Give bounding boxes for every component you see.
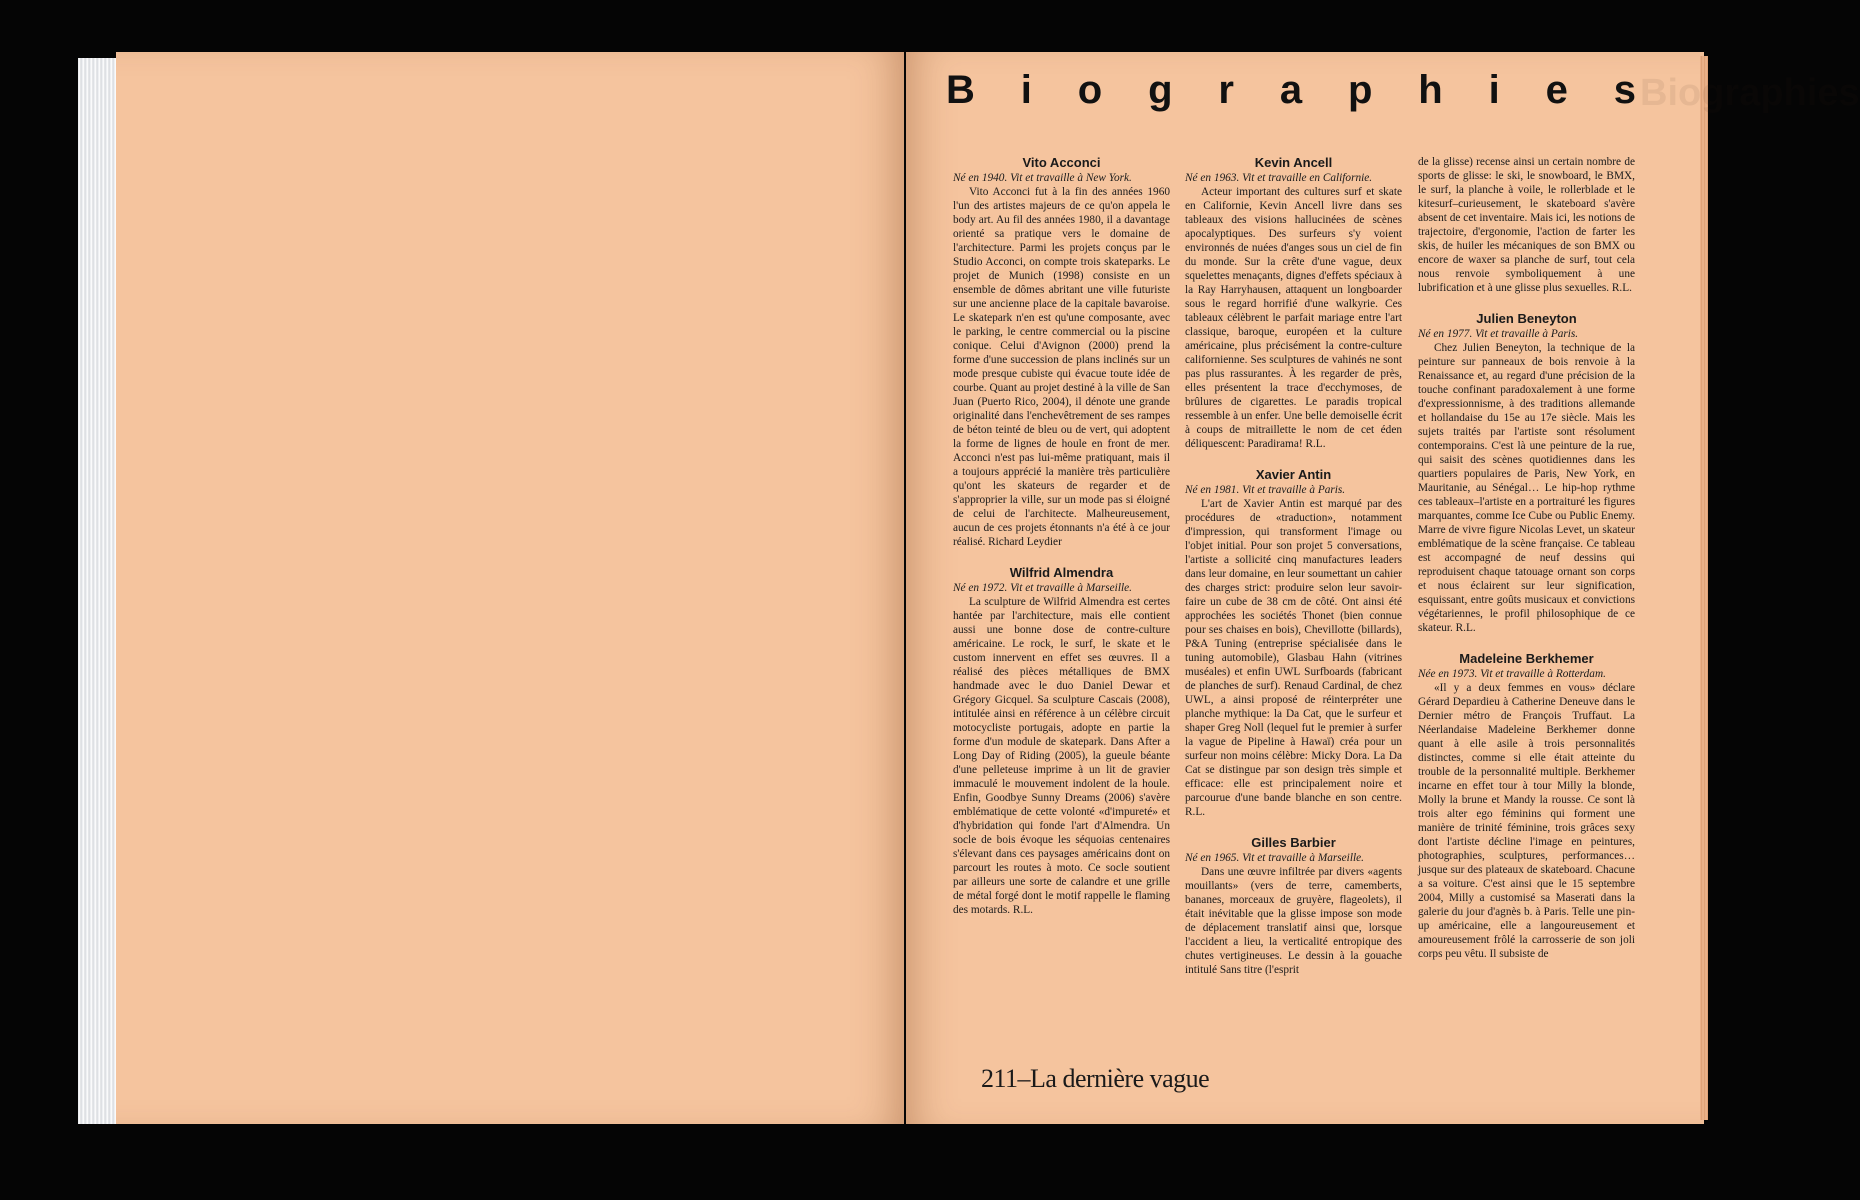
artist-meta: Né en 1977. Vit et travaille à Paris. <box>1418 328 1579 340</box>
running-title-letter: g <box>1148 67 1173 112</box>
right-page-edge <box>1700 56 1708 1120</box>
bio-entry <box>1185 467 1402 819</box>
artist-name: Madeleine Berkhemer <box>1459 651 1594 666</box>
artist-name: Gilles Barbier <box>1251 835 1336 850</box>
artist-name: Wilfrid Almendra <box>1009 565 1114 580</box>
column-1 <box>953 155 1170 1027</box>
artist-name: Vito Acconci <box>1022 155 1101 170</box>
artist-bio: Dans une œuvre infiltrée par divers «agents mouillants» (vers de terre, camemberts, bananes, morceaux de gruyère, flageolets), il était inévitable que la glisse impose son mode de déplacement translatif ainsi que, lorsque l'accident a lieu, la verticalité entropique des chutes vertigineuses. Le dessin à la gouache intitulé Sans titre (l'esprit <box>1185 866 1402 976</box>
artist-meta: Né en 1981. Vit et travaille à Paris. <box>1185 484 1346 496</box>
running-title-letter: a <box>1279 67 1303 112</box>
biography-columns <box>953 155 1635 1027</box>
bio-entry <box>1185 835 1402 977</box>
show-through-title: Biographies <box>1640 72 1860 114</box>
artist-meta: Né en 1963. Vit et travaille en Californie. <box>1185 172 1373 184</box>
running-title-letter: e <box>1545 67 1568 112</box>
page-folio: 211–La dernière vague <box>981 1064 1210 1093</box>
bio-entry <box>1418 651 1635 961</box>
bio-entry <box>953 565 1170 917</box>
artist-name: Julien Beneyton <box>1476 311 1577 326</box>
column-3 <box>1418 155 1635 1027</box>
running-title-letter: s <box>1613 67 1636 112</box>
running-title <box>946 68 1636 112</box>
bio-entry <box>1418 311 1635 635</box>
artist-bio: Acteur important des cultures surf et skate en Californie, Kevin Ancell livre dans ses tableaux des visions hallucinées de scènes apocalyptiques. Des surfeurs s'y voient environnés de nuées d'anges sous un ciel de fin du monde. Sur la crête d'une vague, deux squelettes menaçants, dignes d'effets spéciaux à la Ray Harryhausen, attaquent un longboarder sous le regard horrifié d'une walkyrie. Ces tableaux célèbrent le parfait mariage entre l'art classique, baroque, européen et la culture américaine, plus précisément la contre-culture californienne. Ses sculptures de vahinés ne sont pas plus rassurantes. À les regarder de près, elles présentent la trace d'ecchymoses, de brûlures de cigarettes. Le paradis tropical ressemble à un enfer. Une belle demoiselle écrit à coups de mitraillette le nom de cet éden déliquescent: Paradirama! R.L. <box>1185 186 1402 450</box>
running-title-letter: i <box>1488 67 1500 112</box>
running-title-letter: h <box>1418 67 1443 112</box>
artist-bio: Chez Julien Beneyton, la technique de la peinture sur panneaux de bois renvoie à la Renaissance et, au regard d'une précision de la touche confinant paradoxalement à une forme d'expressionnisme, à des traditions allemande et hollandaise du 15e au 17e siècle. Mais les sujets traités par l'artiste sont résolument contemporains. C'est là une peinture de la rue, qui saisit des scènes quotidiennes dans les quartiers populaires de Paris, New York, en Mauritanie, au Sénégal… Le hip-hop rythme ces tableaux–l'artiste en a portraituré les figures marquantes, comme Ice Cube ou Public Enemy. Marre de vivre figure Nicolas Levet, un skateur emblématique de la scène française. Ce tableau est accompagné de neuf dessins qui reproduisent chaque tatouage ornant son corps et nous éclairent sur leur signification, esquissant, entre goûts musicaux et convictions végétariennes, le profil philosophique de ce skateur. R.L. <box>1418 342 1635 634</box>
artist-meta: Né en 1972. Vit et travaille à Marseille. <box>953 582 1132 594</box>
artist-bio: Vito Acconci fut à la fin des années 1960 l'un des artistes majeurs de ce qu'on appela le body art. Au fil des années 1980, il a davantage orienté sa pratique vers le domaine de l'architecture. Parmi les projets conçus par le Studio Acconci, on compte trois skateparks. Le projet de Munich (1998) consiste en un ensemble de dômes abritant une ville futuriste sur une ancienne place de la capitale bavaroise. Le skatepark n'en est qu'une composante, avec le parking, le centre commercial ou la piscine conique. Celui d'Avignon (2000) prend la forme d'une succession de plans inclinés sur un mode presque cubiste qui évacue toute idée de courbe. Quant au projet destiné à la ville de San Juan (Puerto Rico, 2004), il dénote une grande originalité dans l'enchevêtrement de ses rampes de béton teinté de bleu ou de vert, qui adoptent la forme de lignes de houle en front de mer. Acconci n'est pas lui-même pratiquant, mais il a toujours apprécié la manière très particulière qu'ont les skateurs de regarder et de s'approprier la ville, sur un mode pas si éloigné de celui de l'architecte. Malheureusement, aucun de ces projets étonnants n'a été à ce jour réalisé. Richard Leydier <box>953 186 1170 548</box>
artist-meta: Né en 1965. Vit et travaille à Marseille. <box>1185 852 1364 864</box>
artist-name: Kevin Ancell <box>1254 155 1333 170</box>
bio-entry <box>1185 155 1402 451</box>
column-2 <box>1185 155 1402 1027</box>
artist-bio: L'art de Xavier Antin est marqué par des procédures de «traduction», notamment d'impression, qui transforment l'image ou l'objet initial. Pour son projet 5 conversations, l'artiste a sollicité cinq manufactures leaders dans leur domaine, en leur soumettant un cahier des charges strict: produire selon leur savoir-faire un cube de 38 cm de côté. Ont ainsi été approchées les sociétés Thonet (bien connue pour ses chaises en bois), Chevillotte (billards), P&A Tuning (entreprise spécialisée dans le tuning automobile), Glasbau Hahn (vitrines muséales) et enfin UWL Surfboards (fabricant de planches de surf). Renaud Cardinal, de chez UWL, a ainsi proposé de réinterpréter une planche mythique: la Da Cat, que le surfeur et shaper Greg Noll (lequel fut le premier à surfer la vague de Pipeline à Hawaï) créa pour un surfeur non moins célèbre: Micky Dora. La Da Cat se distingue par son design très simple et efficace: elle est principalement noire et parcourue d'une bande blanche en son centre. R.L. <box>1185 498 1402 818</box>
page-stack-edge <box>78 58 116 1124</box>
artist-meta: Né en 1940. Vit et travaille à New York. <box>953 172 1132 184</box>
left-page-blank <box>116 52 904 1124</box>
bio-entry-continued <box>1418 155 1635 295</box>
running-title-letter: B <box>946 67 975 112</box>
artist-bio: «Il y a deux femmes en vous» déclare Gérard Depardieu à Catherine Deneuve dans le Dernier métro de François Truffaut. La Néerlandaise Madeleine Berkhemer donne quant à elle asile à trois personnalités distinctes, comme si elle était atteinte du trouble de la personnalité multiple. Berkhemer incarne en effet tour à tour Milly la blonde, Molly la brune et Mandy la rousse. Ce sont là trois alter ego féminins qui forment une manière de trinité féminine, trois grâces sexy dont l'artiste décline l'image en peintures, photographies, sculptures, performances… jusque sur des plateaux de skateboard. Chacune a sa voiture. C'est ainsi que le 15 septembre 2004, Milly a customisé sa Maserati dans la galerie du jour d'agnès b. à Paris. Telle une pin-up américaine, elle a langoureusement et amoureusement frôlé la carrosserie de son joli corps peu vêtu. Il subsiste de <box>1418 682 1635 960</box>
artist-name: Xavier Antin <box>1255 467 1332 482</box>
running-title-letter: r <box>1218 67 1234 112</box>
bio-entry <box>953 155 1170 549</box>
running-title-letter: i <box>1020 67 1032 112</box>
running-title-letter: p <box>1347 67 1373 112</box>
running-title-letter: o <box>1077 67 1103 112</box>
artist-bio: La sculpture de Wilfrid Almendra est certes hantée par l'architecture, mais elle contient aussi une bonne dose de contre-culture américaine. Le rock, le surf, le skate et le custom innervent en effet ses œuvres. Il a réalisé des pièces métalliques de BMX handmade avec le duo Daniel Dewar et Grégory Gicquel. Sa sculpture Cascais (2008), intitulée ainsi en référence à un célèbre circuit motocycliste portugais, adopte en partie la forme d'un module de skatepark. Dans After a Long Day of Riding (2005), la gueule béante d'une pelleteuse imprime à un lit de gravier immaculé le mouvement indolent de la houle. Enfin, Goodbye Sunny Dreams (2006) s'avère emblématique de cette volonté «d'impureté» et d'hybridation qui fonde l'art d'Almendra. Un socle de bois évoque les séquoias centenaires s'élevant dans ces paysages américains dont on parcourt les routes à moto. Ce socle soutient par ailleurs une sorte de calandre et une grille de métal forgé dont le motif rappelle le flaming des motards. R.L. <box>953 596 1170 916</box>
artist-meta: Née en 1973. Vit et travaille à Rotterdam. <box>1418 668 1606 680</box>
artist-bio-continued: de la glisse) recense ainsi un certain nombre de sports de glisse: le ski, le snowboard, le BMX, le surf, la planche à voile, le rollerblade et le kitesurf–curieusement, le skateboard s'avère absent de cet inventaire. Mais ici, les notions de trajectoire, d'ergonomie, l'action de farter les skis, de huiler les mécaniques de son BMX ou encore de waxer sa planche de surf, tout cela nous renvoie symboliquement à une lubrification et à une glisse plus sexuelles. R.L. <box>1418 156 1635 294</box>
